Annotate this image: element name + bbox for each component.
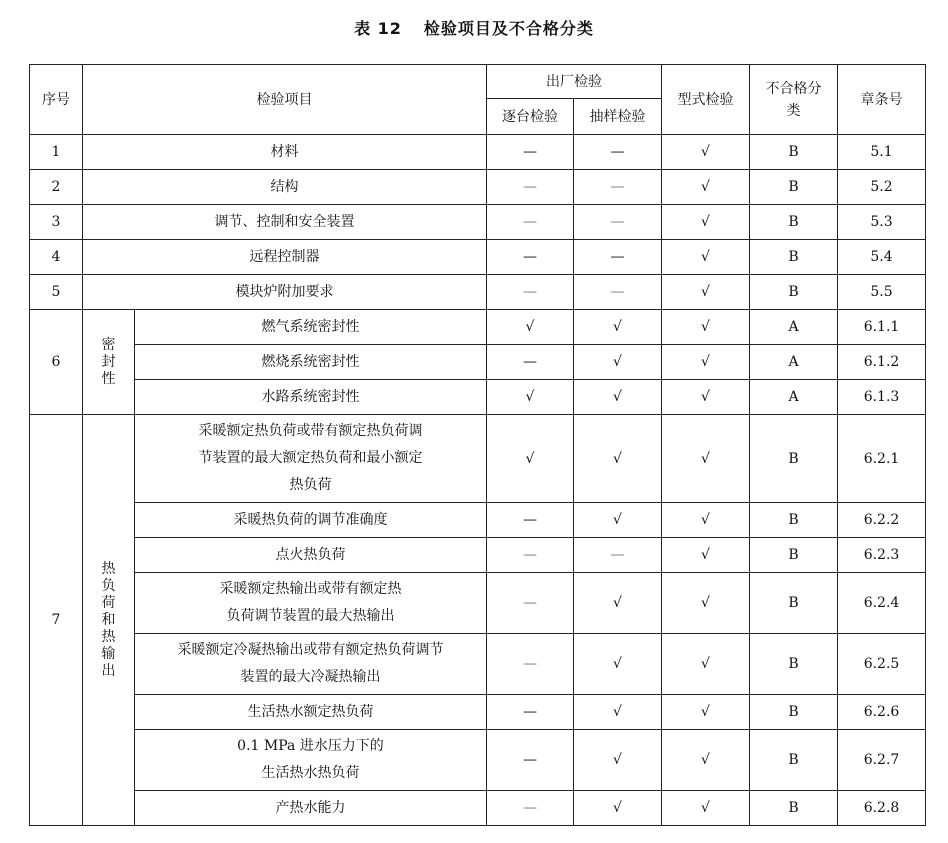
cell-item: 采暖热负荷的调节准确度 bbox=[135, 503, 487, 538]
cell-per-unit: — bbox=[487, 634, 574, 695]
cell-seq: 7 bbox=[30, 415, 83, 826]
cell-sampling: — bbox=[574, 275, 662, 310]
cell-item: 产热水能力 bbox=[135, 791, 487, 826]
cell-class: B bbox=[750, 240, 838, 275]
cell-clause: 5.1 bbox=[838, 135, 926, 170]
cell-clause: 5.3 bbox=[838, 205, 926, 240]
cell-sampling: √ bbox=[574, 791, 662, 826]
cell-per-unit: — bbox=[487, 503, 574, 538]
cell-item: 模块炉附加要求 bbox=[83, 275, 487, 310]
cell-type-test: √ bbox=[662, 380, 750, 415]
table-row bbox=[30, 345, 926, 380]
cell-item: 燃烧系统密封性 bbox=[135, 345, 487, 380]
table-row bbox=[30, 240, 926, 275]
cell-clause: 6.2.4 bbox=[838, 573, 926, 634]
cell-per-unit: √ bbox=[487, 380, 574, 415]
cell-class: B bbox=[750, 135, 838, 170]
table-row bbox=[30, 695, 926, 730]
cell-item: 采暖额定热负荷或带有额定热负荷调节装置的最大额定热负荷和最小额定热负荷 bbox=[135, 415, 487, 503]
cell-per-unit: — bbox=[487, 170, 574, 205]
group-label-text: 密封性 bbox=[101, 336, 116, 387]
cell-class: A bbox=[750, 310, 838, 345]
cell-seq: 6 bbox=[30, 310, 83, 415]
cell-class: B bbox=[750, 791, 838, 826]
header-sampling: 抽样检验 bbox=[574, 99, 662, 135]
header-nonconf: 不合格分类 bbox=[750, 65, 838, 135]
cell-sampling: √ bbox=[574, 573, 662, 634]
cell-sampling: √ bbox=[574, 730, 662, 791]
cell-class: B bbox=[750, 205, 838, 240]
cell-per-unit: — bbox=[487, 695, 574, 730]
cell-sampling: √ bbox=[574, 503, 662, 538]
cell-item: 调节、控制和安全装置 bbox=[83, 205, 487, 240]
header-per-unit: 逐台检验 bbox=[487, 99, 574, 135]
cell-clause: 6.2.3 bbox=[838, 538, 926, 573]
table-row bbox=[30, 310, 926, 345]
inspection-table bbox=[29, 64, 926, 826]
cell-type-test: √ bbox=[662, 538, 750, 573]
cell-sampling: — bbox=[574, 205, 662, 240]
cell-per-unit: — bbox=[487, 135, 574, 170]
table-caption bbox=[0, 16, 948, 39]
cell-clause: 6.1.3 bbox=[838, 380, 926, 415]
cell-item: 燃气系统密封性 bbox=[135, 310, 487, 345]
cell-class: B bbox=[750, 730, 838, 791]
header-seq: 序号 bbox=[30, 65, 83, 135]
cell-type-test: √ bbox=[662, 573, 750, 634]
cell-type-test: √ bbox=[662, 695, 750, 730]
cell-item: 远程控制器 bbox=[83, 240, 487, 275]
table-body bbox=[30, 135, 926, 826]
table-row bbox=[30, 135, 926, 170]
header-factory: 出厂检验 bbox=[487, 65, 662, 99]
table-row bbox=[30, 380, 926, 415]
cell-seq: 2 bbox=[30, 170, 83, 205]
cell-per-unit: — bbox=[487, 538, 574, 573]
cell-class: B bbox=[750, 275, 838, 310]
cell-clause: 6.2.1 bbox=[838, 415, 926, 503]
cell-per-unit: — bbox=[487, 345, 574, 380]
cell-type-test: √ bbox=[662, 240, 750, 275]
cell-type-test: √ bbox=[662, 415, 750, 503]
cell-sampling: — bbox=[574, 135, 662, 170]
cell-clause: 6.2.5 bbox=[838, 634, 926, 695]
cell-clause: 6.2.2 bbox=[838, 503, 926, 538]
cell-type-test: √ bbox=[662, 170, 750, 205]
cell-clause: 6.2.7 bbox=[838, 730, 926, 791]
table-row bbox=[30, 538, 926, 573]
cell-class: B bbox=[750, 634, 838, 695]
cell-clause: 6.2.6 bbox=[838, 695, 926, 730]
cell-seq: 3 bbox=[30, 205, 83, 240]
table-row bbox=[30, 415, 926, 503]
cell-per-unit: — bbox=[487, 573, 574, 634]
cell-class: B bbox=[750, 695, 838, 730]
cell-item: 生活热水额定热负荷 bbox=[135, 695, 487, 730]
table-row bbox=[30, 634, 926, 695]
cell-seq: 5 bbox=[30, 275, 83, 310]
table-row bbox=[30, 791, 926, 826]
table-number: 表 12 bbox=[354, 19, 402, 38]
cell-type-test: √ bbox=[662, 275, 750, 310]
cell-per-unit: √ bbox=[487, 310, 574, 345]
group-label bbox=[83, 310, 135, 415]
cell-clause: 5.5 bbox=[838, 275, 926, 310]
cell-type-test: √ bbox=[662, 730, 750, 791]
cell-per-unit: — bbox=[487, 791, 574, 826]
cell-class: A bbox=[750, 380, 838, 415]
cell-class: A bbox=[750, 345, 838, 380]
cell-clause: 5.2 bbox=[838, 170, 926, 205]
cell-class: B bbox=[750, 170, 838, 205]
header-type-test: 型式检验 bbox=[662, 65, 750, 135]
cell-clause: 5.4 bbox=[838, 240, 926, 275]
cell-sampling: √ bbox=[574, 415, 662, 503]
cell-per-unit: — bbox=[487, 730, 574, 791]
header-clause: 章条号 bbox=[838, 65, 926, 135]
cell-per-unit: √ bbox=[487, 415, 574, 503]
cell-type-test: √ bbox=[662, 310, 750, 345]
cell-type-test: √ bbox=[662, 634, 750, 695]
cell-type-test: √ bbox=[662, 205, 750, 240]
cell-class: B bbox=[750, 538, 838, 573]
cell-item: 材料 bbox=[83, 135, 487, 170]
cell-sampling: √ bbox=[574, 695, 662, 730]
table-row bbox=[30, 503, 926, 538]
cell-clause: 6.1.1 bbox=[838, 310, 926, 345]
cell-class: B bbox=[750, 573, 838, 634]
cell-sampling: √ bbox=[574, 345, 662, 380]
header-item: 检验项目 bbox=[83, 65, 487, 135]
cell-item: 采暖额定冷凝热输出或带有额定热负荷调节装置的最大冷凝热输出 bbox=[135, 634, 487, 695]
cell-item: 点火热负荷 bbox=[135, 538, 487, 573]
cell-per-unit: — bbox=[487, 205, 574, 240]
cell-clause: 6.2.8 bbox=[838, 791, 926, 826]
cell-seq: 1 bbox=[30, 135, 83, 170]
table-row bbox=[30, 170, 926, 205]
group-label-text: 热负荷和热输出 bbox=[101, 560, 116, 679]
cell-class: B bbox=[750, 503, 838, 538]
table-row bbox=[30, 275, 926, 310]
cell-item: 采暖额定热输出或带有额定热负荷调节装置的最大热输出 bbox=[135, 573, 487, 634]
table-row bbox=[30, 573, 926, 634]
cell-item: 结构 bbox=[83, 170, 487, 205]
cell-clause: 6.1.2 bbox=[838, 345, 926, 380]
cell-per-unit: — bbox=[487, 240, 574, 275]
cell-sampling: — bbox=[574, 240, 662, 275]
table-row bbox=[30, 205, 926, 240]
cell-type-test: √ bbox=[662, 135, 750, 170]
cell-per-unit: — bbox=[487, 275, 574, 310]
cell-sampling: √ bbox=[574, 310, 662, 345]
cell-type-test: √ bbox=[662, 503, 750, 538]
cell-sampling: √ bbox=[574, 634, 662, 695]
group-label bbox=[83, 415, 135, 826]
table-title: 检验项目及不合格分类 bbox=[423, 19, 594, 38]
table-row bbox=[30, 730, 926, 791]
cell-item: 0.1 MPa 进水压力下的生活热水热负荷 bbox=[135, 730, 487, 791]
cell-sampling: √ bbox=[574, 380, 662, 415]
cell-sampling: — bbox=[574, 538, 662, 573]
cell-item: 水路系统密封性 bbox=[135, 380, 487, 415]
cell-type-test: √ bbox=[662, 345, 750, 380]
cell-type-test: √ bbox=[662, 791, 750, 826]
cell-sampling: — bbox=[574, 170, 662, 205]
cell-class: B bbox=[750, 415, 838, 503]
cell-seq: 4 bbox=[30, 240, 83, 275]
